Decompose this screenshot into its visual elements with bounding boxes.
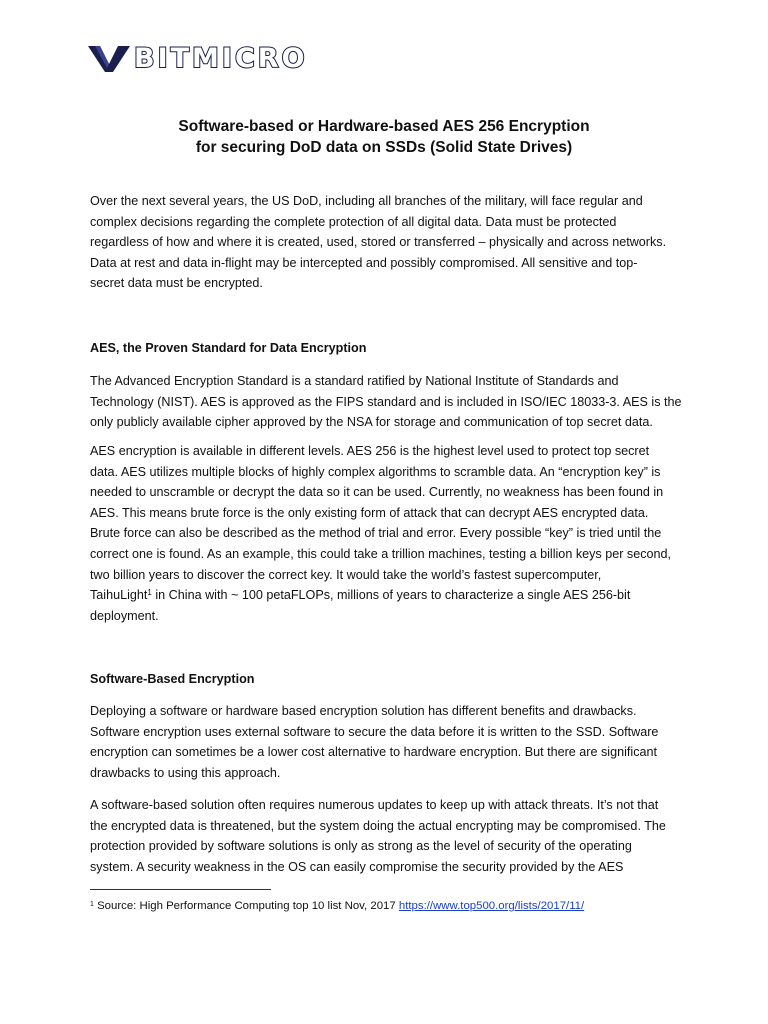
text-line: complex decisions regarding the complete protection of all digital data. Data must be protected: [90, 214, 617, 229]
footnote-divider: [90, 889, 271, 890]
document-title: [88, 116, 680, 158]
title-line-2: for securing DoD data on SSDs (Solid State Drives): [195, 139, 573, 156]
text-line: secret data must be encrypted.: [90, 276, 263, 291]
text-line: encryption can sometimes be a lower cost alternative to hardware encryption. But there are significant: [90, 745, 658, 760]
taihulight-text: TaihuLight: [90, 588, 148, 603]
aes-paragraph-2: [90, 441, 690, 626]
text-line: Brute force can also be described as the method of trial and error. Every possible “key” is tried until the: [90, 526, 662, 541]
text-line: correct one is found. As an example, this could take a trillion machines, testing a billion keys per second,: [90, 546, 672, 561]
footnote-link[interactable]: https://www.top500.org/lists/2017/11/: [398, 900, 585, 912]
intro-paragraph: [90, 191, 690, 294]
text-line: Deploying a software or hardware based encryption solution has different benefits and drawbacks.: [90, 704, 637, 718]
text-line: AES encryption is available in different levels. AES 256 is the highest level used to protect top secret: [90, 444, 650, 458]
text-line: Software encryption uses external software to secure the data before it is written to the SSD. Software: [90, 724, 659, 739]
title-line-1: Software-based or Hardware-based AES 256 Encryption: [178, 118, 590, 135]
bitmicro-logo-mark-icon: [88, 44, 130, 74]
bitmicro-logo: [88, 44, 308, 74]
text-line: system. A security weakness in the OS can easily compromise the security provided by the AES: [90, 859, 624, 874]
text-line: deployment.: [90, 608, 159, 623]
aes-paragraph-1: [90, 371, 690, 433]
text-line: protection provided by software solutions is only as strong as the level of security of the operating: [90, 839, 632, 854]
section-heading-software: Software-Based Encryption: [90, 672, 255, 686]
text-line: AES. This means brute force is the only existing form of attack that can decrypt AES encrypted data.: [90, 505, 649, 520]
text-line: A software-based solution often requires numerous updates to keep up with attack threats. It’s not that: [90, 798, 659, 812]
text-line: only publicly available cipher approved by the NSA for storage and communication of top secret data.: [90, 415, 653, 430]
text-line: Over the next several years, the US DoD, including all branches of the military, will face regular and: [90, 194, 643, 208]
text-line: drawbacks to using this approach.: [90, 765, 281, 780]
text-fragment: in China with ~ 100 petaFLOPs, millions of years to characterize a single AES 256-bit: [151, 588, 631, 603]
text-line-with-footnote: [90, 585, 690, 606]
text-line: data. AES utilizes multiple blocks of highly complex algorithms to scramble data. An “encryption key” is: [90, 464, 661, 479]
section-heading-aes: AES, the Proven Standard for Data Encryption: [90, 341, 367, 355]
footnote-text: Source: High Performance Computing top 10 list Nov, 2017: [93, 900, 399, 912]
text-line: needed to unscramble or decrypt the data so it can be used. Currently, no weakness has been found in: [90, 485, 664, 500]
text-line: the encrypted data is threatened, but the system doing the actual encrypting may be compromised. The: [90, 818, 666, 833]
footnote-reference: 1: [147, 588, 152, 598]
footnote: [90, 898, 584, 914]
footnote-marker: 1: [90, 901, 94, 908]
text-line: Data at rest and data in-flight may be intercepted and possibly compromised. All sensitive and top-: [90, 255, 638, 270]
text-line: two billion years to discover the correct key. It would take the world’s fastest supercomputer,: [90, 567, 602, 582]
text-line: regardless of how and where it is created, used, stored or transferred – physically and across networks.: [90, 235, 667, 250]
software-paragraph-1: [90, 701, 690, 783]
text-line: Technology (NIST). AES is approved as the FIPS standard and is included in ISO/IEC 18033-3. AES is the: [90, 394, 682, 409]
text-line: The Advanced Encryption Standard is a standard ratified by National Institute of Standards and: [90, 374, 619, 388]
software-paragraph-2: [90, 795, 690, 877]
logo-wordmark: BITMICRO: [134, 43, 308, 74]
